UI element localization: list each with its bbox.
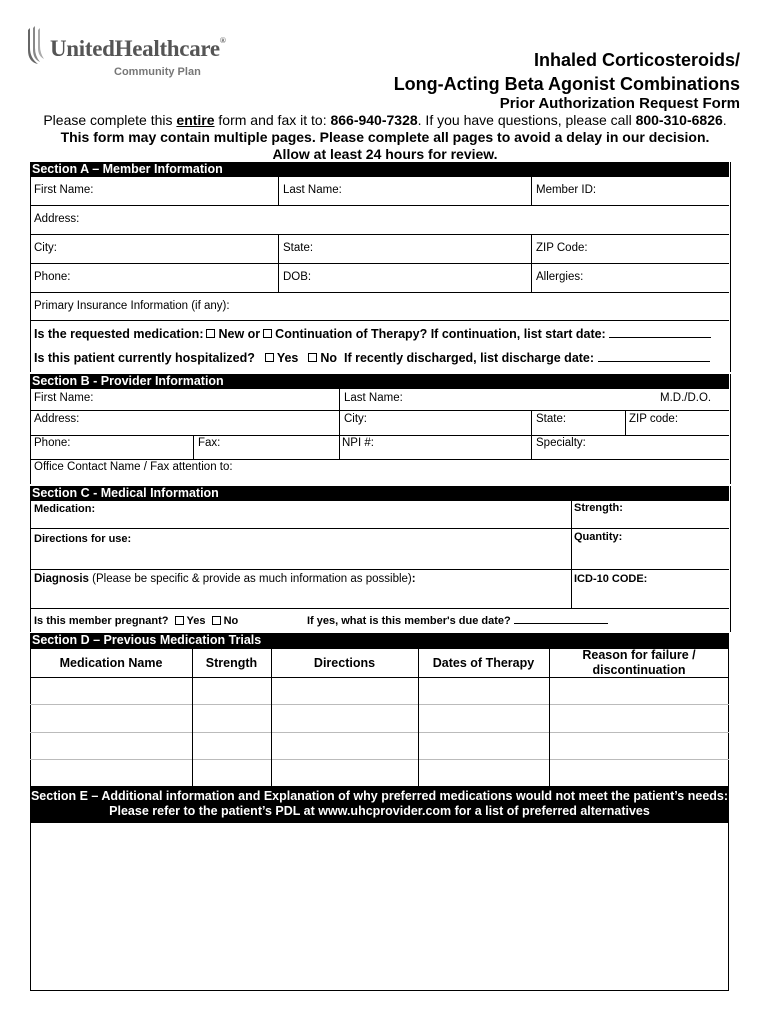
- divider: [193, 435, 194, 459]
- divider: [30, 459, 729, 460]
- logo-wordmark: UnitedHealthcare: [50, 36, 220, 61]
- diagnosis-field[interactable]: Diagnosis (Please be specific & provide as much information as possible):: [34, 573, 416, 585]
- instructions-line2: This form may contain multiple pages. Please complete all pages to avoid a delay in our decision.: [60, 129, 710, 145]
- divider: [549, 648, 550, 787]
- start-date-blank[interactable]: [609, 337, 711, 338]
- member-dob-field[interactable]: DOB:: [283, 271, 312, 283]
- divider: [339, 389, 340, 459]
- provider-state-field[interactable]: State:: [536, 413, 567, 425]
- uhc-shield-icon: [24, 26, 48, 66]
- divider: [30, 759, 729, 760]
- due-date-blank[interactable]: [514, 623, 608, 624]
- divider: [30, 569, 729, 570]
- divider: [625, 410, 626, 435]
- divider: [571, 501, 572, 608]
- provider-md-do-label: M.D./D.O.: [660, 392, 712, 404]
- divider: [30, 732, 729, 733]
- registered-mark: ®: [219, 36, 226, 45]
- col-directions: Directions: [313, 656, 376, 670]
- divider: [30, 528, 729, 529]
- section-c-header: Section C - Medical Information: [30, 486, 729, 501]
- form-title-line1: Inhaled Corticosteroids/: [533, 50, 740, 70]
- divider: [531, 234, 532, 292]
- col-medication-name: Medication Name: [59, 656, 163, 670]
- divider: [30, 292, 729, 293]
- new-checkbox[interactable]: [206, 329, 215, 338]
- fax-number: 866-940-7328: [330, 112, 418, 128]
- divider: [531, 410, 532, 459]
- quantity-field[interactable]: Quantity:: [574, 531, 623, 543]
- due-date-question: If yes, what is this member's due date?: [307, 615, 608, 627]
- section-e-title: Section E – Additional information and Explanation of why preferred medications would not meet the patient’s needs:: [30, 789, 729, 803]
- divider: [531, 177, 532, 205]
- continuation-checkbox[interactable]: [263, 329, 272, 338]
- provider-city-field[interactable]: City:: [344, 413, 367, 425]
- divider: [30, 205, 729, 206]
- medication-status-question: Is the requested medication: New or Continuation of Therapy? If continuation, list start date:: [34, 327, 711, 341]
- pregnant-yes-checkbox[interactable]: [175, 616, 184, 625]
- additional-info-textarea[interactable]: [30, 823, 729, 991]
- provider-zip-field[interactable]: ZIP code:: [629, 413, 679, 425]
- hospitalized-no-checkbox[interactable]: [308, 353, 317, 362]
- divider: [30, 608, 729, 609]
- pregnant-no-checkbox[interactable]: [212, 616, 221, 625]
- member-state-field[interactable]: State:: [283, 242, 314, 254]
- provider-last-name-field[interactable]: Last Name:: [344, 392, 403, 404]
- section-b-header: Section B - Provider Information: [30, 374, 729, 389]
- provider-npi-field[interactable]: NPI #:: [342, 437, 374, 449]
- hospitalized-yes-checkbox[interactable]: [265, 353, 274, 362]
- provider-first-name-field[interactable]: First Name:: [34, 392, 94, 404]
- member-phone-field[interactable]: Phone:: [34, 271, 71, 283]
- col-strength: Strength: [205, 656, 258, 670]
- pregnancy-question: Is this member pregnant? Yes No: [34, 615, 239, 627]
- entire-emphasis: entire: [176, 112, 215, 128]
- divider: [278, 234, 279, 292]
- member-zip-field[interactable]: ZIP Code:: [536, 242, 588, 254]
- strength-field[interactable]: Strength:: [574, 502, 623, 514]
- divider: [30, 704, 729, 705]
- section-d-header: Section D – Previous Medication Trials: [30, 633, 729, 648]
- member-first-name-field[interactable]: First Name:: [34, 184, 94, 196]
- provider-phone-field[interactable]: Phone:: [34, 437, 71, 449]
- medication-field[interactable]: Medication:: [34, 503, 96, 515]
- help-phone: 800-310-6826: [635, 112, 723, 128]
- member-allergies-field[interactable]: Allergies:: [536, 271, 584, 283]
- discharge-date-blank[interactable]: [598, 361, 710, 362]
- form-title-line2: Long-Acting Beta Agonist Combinations: [393, 74, 740, 94]
- instructions-line3: Allow at least 24 hours for review.: [272, 146, 498, 162]
- provider-address-field[interactable]: Address:: [34, 413, 80, 425]
- primary-insurance-field[interactable]: Primary Insurance Information (if any):: [34, 300, 230, 312]
- hospitalized-question: Is this patient currently hospitalized? Yes No If recently discharged, list discharge date:: [34, 351, 710, 365]
- form-subtitle: Prior Authorization Request Form: [499, 95, 740, 112]
- section-e-header: [30, 787, 729, 823]
- member-id-field[interactable]: Member ID:: [536, 184, 597, 196]
- member-city-field[interactable]: City:: [34, 242, 57, 254]
- member-last-name-field[interactable]: Last Name:: [283, 184, 342, 196]
- divider: [30, 435, 729, 436]
- divider: [30, 234, 729, 235]
- section-a-header: Section A – Member Information: [30, 162, 729, 177]
- divider: [30, 320, 729, 321]
- col-dates-of-therapy: Dates of Therapy: [432, 656, 535, 670]
- uhc-logo: [24, 26, 224, 86]
- instructions-line1: Please complete this entire form and fax it to: 866-940-7328. If you have questions, please call 800-310-6826.: [43, 112, 727, 128]
- logo-subtitle: Community Plan: [114, 66, 201, 78]
- divider: [30, 263, 729, 264]
- provider-specialty-field[interactable]: Specialty:: [536, 437, 586, 449]
- section-e-subtitle: Please refer to the patient’s PDL at www.uhcprovider.com for a list of preferred alternatives: [109, 804, 650, 818]
- provider-fax-field[interactable]: Fax:: [198, 437, 221, 449]
- col-reason-for-failure: Reason for failure / discontinuation: [582, 648, 696, 677]
- member-address-field[interactable]: Address:: [34, 213, 80, 225]
- icd10-field[interactable]: ICD-10 CODE:: [574, 573, 648, 585]
- divider: [278, 177, 279, 205]
- directions-field[interactable]: Directions for use:: [34, 533, 132, 545]
- section-c-frame: [30, 486, 731, 632]
- office-contact-field[interactable]: Office Contact Name / Fax attention to:: [34, 461, 233, 473]
